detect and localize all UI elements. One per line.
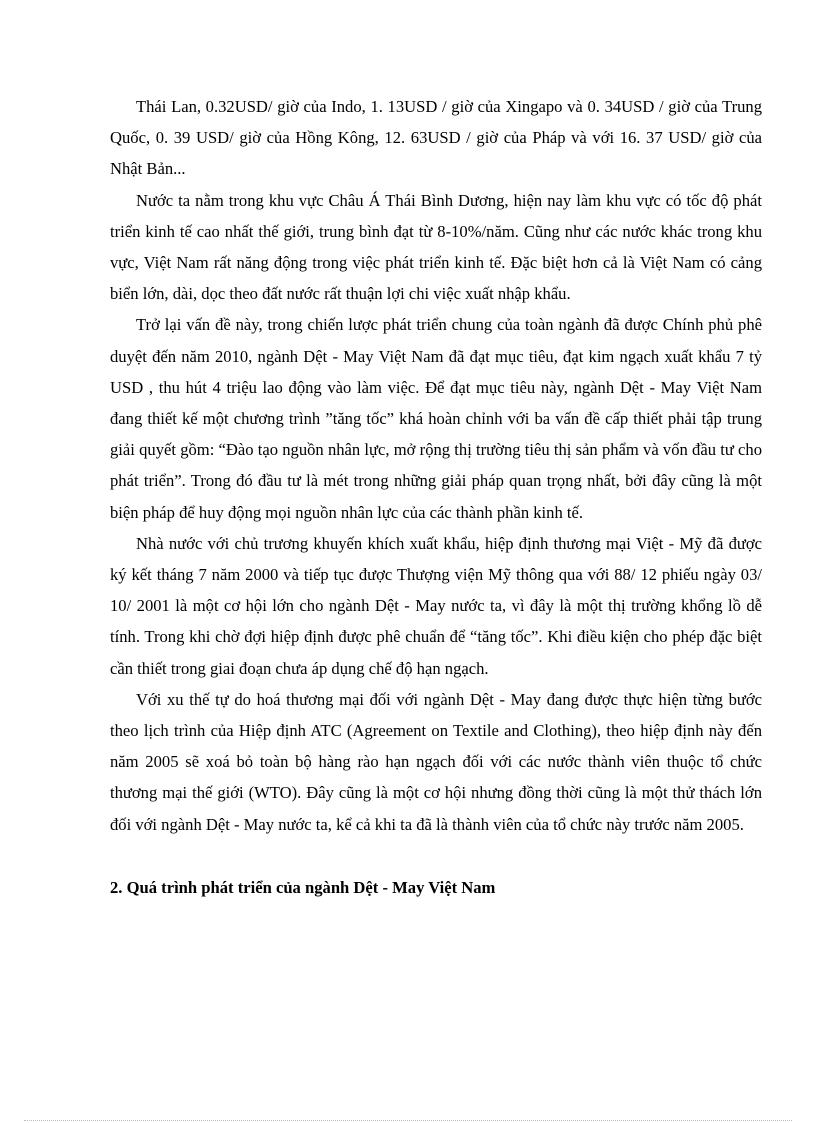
page-bottom-divider xyxy=(24,1120,792,1121)
paragraph-strategy-2010: Trở lại vấn đề này, trong chiến lược phát triển chung của toàn ngành đã được Chính phủ phê duyệt đến năm 2010, ngành Dệt - May Việt Nam đã đạt mục tiêu, đạt kim ngạch xuất khẩu 7 tỷ USD , thu hút 4 triệu lao động vào làm việc. Để đạt mục tiêu này, ngành Dệt - May Việt Nam đang thiết kế một chương trình ”tăng tốc” khá hoàn chỉnh với ba vấn đề cấp thiết phải tập trung giải quyết gồm: “Đào tạo nguồn nhân lực, mở rộng thị trường tiêu thị sản phẩm và vốn đầu tư cho phát triển”. Trong đó đầu tư là mét trong những giải pháp quan trọng nhất, bởi đây cũng là một biện pháp để huy động mọi nguồn nhân lực của các thành phần kinh tế. xyxy=(110,315,762,522)
paragraph-asia-pacific: Nước ta nằm trong khu vực Châu Á Thái Bình Dương, hiện nay làm khu vực có tốc độ phát triển kinh tế cao nhất thế giới, trung bình đạt từ 8-10%/năm. Cũng như các nước khác trong khu vực, Việt Nam rất năng động trong việc phát triển kinh tế. Đặc biệt hơn cả là Việt Nam có cảng biển lớn, dài, dọc theo đất nước rất thuận lợi chi việc xuất nhập khẩu. xyxy=(110,190,762,304)
document-body xyxy=(110,91,762,903)
paragraph-vietnam-us-agreement: Nhà nước với chủ trương khuyến khích xuất khẩu, hiệp định thương mại Việt - Mỹ đã được ký kết tháng 7 năm 2000 và tiếp tục được Thượng viện Mỹ thông qua với 88/ 12 phiếu ngày 03/ 10/ 2001 là một cơ hội lớn cho ngành Dệt - May nước ta, vì đây là một thị trường khổng lồ dễ tính. Trong khi chờ đợi hiệp định được phê chuẩn để “tăng tốc”. Khi điều kiện cho phép đặc biệt cần thiết trong giai đoạn chưa áp dụng chế độ hạn ngạch. xyxy=(110,533,762,678)
section-heading: 2. Quá trình phát triển của ngành Dệt - May Việt Nam xyxy=(110,877,496,897)
paragraph-atc-wto: Với xu thế tự do hoá thương mại đối với ngành Dệt - May đang được thực hiện từng bước theo lịch trình của Hiệp định ATC (Agreement on Textile and Clothing), theo hiệp định này đến năm 2005 sẽ xoá bỏ toàn bộ hàng rào hạn ngạch đối với các nước thành viên thuộc tổ chức thương mại thế giới (WTO). Đây cũng là một cơ hội nhưng đồng thời cũng là một thử thách lớn đối với ngành Dệt - May nước ta, kể cả khi ta đã là thành viên của tổ chức này trước năm 2005. xyxy=(110,689,762,834)
paragraph-labor-costs: Thái Lan, 0.32USD/ giờ của Indo, 1. 13USD / giờ của Xingapo và 0. 34USD / giờ của Trung Quốc, 0. 39 USD/ giờ của Hồng Kông, 12. 63USD / giờ của Pháp và với 16. 37 USD/ giờ của Nhật Bản... xyxy=(110,97,762,179)
